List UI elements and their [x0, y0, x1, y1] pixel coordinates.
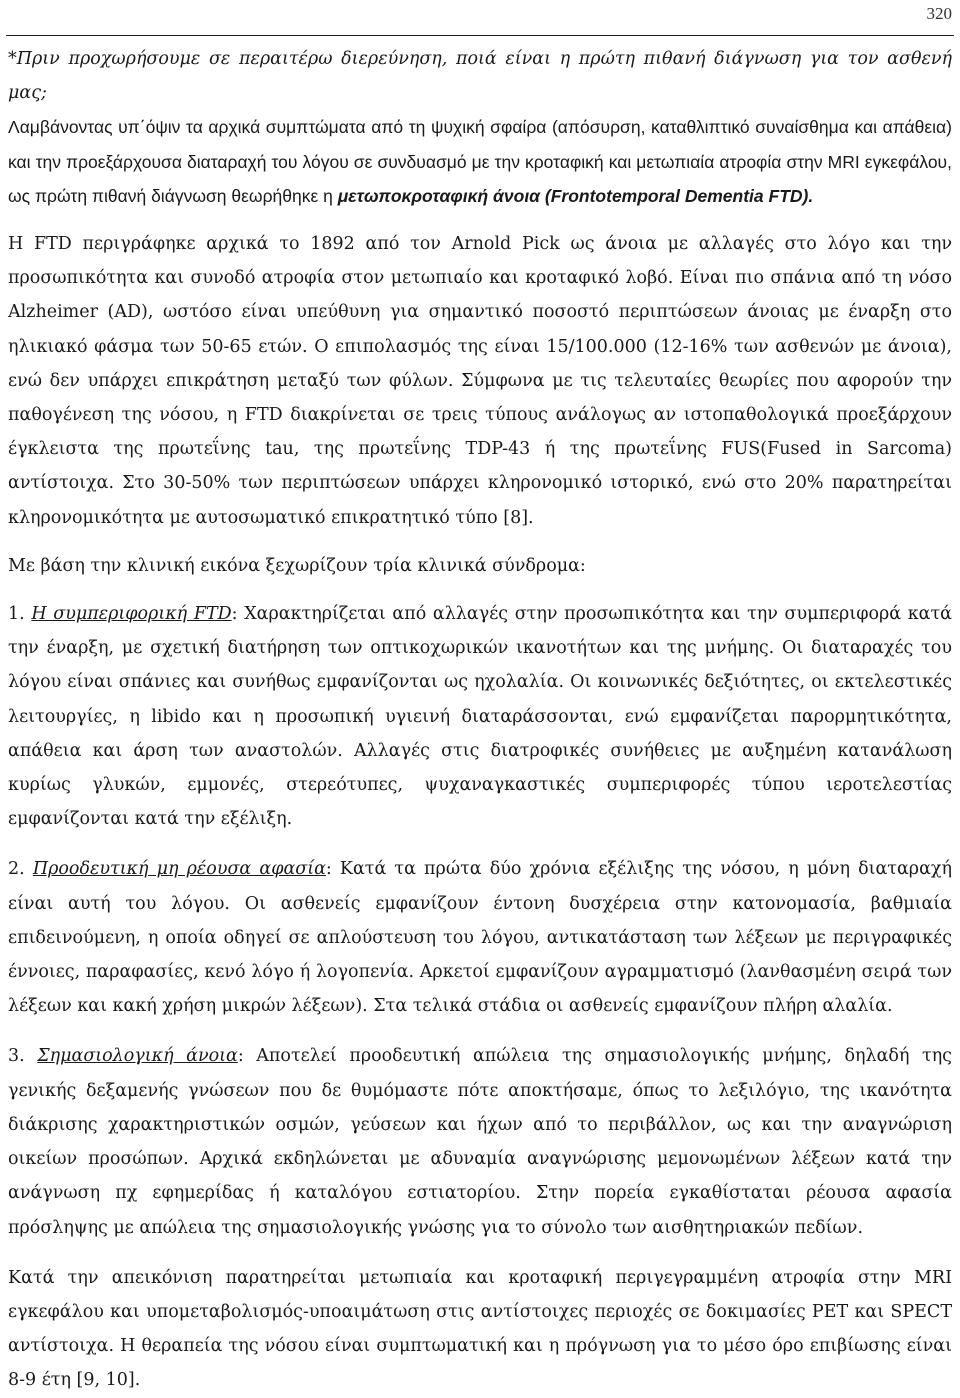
page-number: 320	[926, 4, 952, 23]
syndrome-3-text: : Αποτελεί προοδευτική απώλεια της σημασιολογικής μνήμης, δηλαδή της γενικής δεξαμενής γνώσεων που δε θυμόμαστε πότε αποκτήσαμε, όπως το λεξιλόγιο, της ικανότητα διάκρισης χαρακτηριστικών οσμών, γεύσεων και ήχων από το περιβάλλον, ως και την αναγνώριση οικείων προσώπων. Αρχικά εκδηλώνεται με αδυναμία αναγνώρισης μεμονωμένων λέξεων κατά την ανάγνωση πχ εφημερίδας ή καταλόγου εστιατορίου. Στην πορεία εγκαθίσταται ρέουσα αφασία πρόσληψης με απώλεια της σημασιολογικής γνώσης για το σύνολο των αισθητηριακών πεδίων.	[8, 1046, 952, 1238]
syndrome-1	[8, 597, 952, 836]
ftd-paragraph: Η FTD περιγράφηκε αρχικά το 1892 από τον Arnold Pick ως άνοια με αλλαγές στο λόγο και την προσωπικότητα και συνοδό ατροφία στον μετωπιαίο και κροταφικό λοβό. Είναι πιο σπάνια από τη νόσο Alzheimer (AD), ωστόσο είναι υπεύθυνη για σημαντικό ποσοστό περιπτώσεων άνοιας με έναρξη στο ηλικιακό φάσμα των 50-65 ετών. Ο επιπολασμός της είναι 15/100.000 (12-16% των ασθενών με άνοια), ενώ δεν υπάρχει επικράτηση μεταξύ των φύλων. Σύμφωνα με τις τελευταίες θεωρίες που αφορούν την παθογένεση της νόσου, η FTD διακρίνεται σε τρεις τύπους ανάλογως αν ιστοπαθολογικά προεξάρχουν έγκλειστα της πρωτεΐνης tau, της πρωτεΐνης TDP-43 ή της πρωτεΐνης FUS(Fused in Sarcoma) αντίστοιχα. Στο 30-50% των περιπτώσεων υπάρχει κληρονομικό ιστορικό, ενώ στο 20% παρατηρείται κληρονομικότητα με αυτοσωματικό επικρατητικό τύπο [8].	[8, 234, 952, 528]
syndrome-2	[8, 852, 952, 1023]
syndrome-3-number: 3.	[8, 1046, 38, 1067]
answer-paragraph	[8, 110, 952, 213]
question-heading: *Πριν προχωρήσουμε σε περαιτέρω διερεύνηση, ποιά είναι η πρώτη πιθανή διάγνωση για τον ασθενή μας;	[8, 49, 952, 104]
syndrome-1-title: Η συμπεριφορική FTD	[31, 604, 232, 625]
syndrome-2-title: Προοδευτική μη ρέουσα αφασία	[32, 859, 326, 880]
syndrome-1-number: 1.	[8, 604, 32, 625]
syndrome-3	[8, 1039, 952, 1244]
answer-diagnosis: μετωποκροταφική άνοια (Frontotemporal Dementia FTD).	[337, 185, 814, 206]
closing-paragraph: Κατά την απεικόνιση παρατηρείται μετωπιαία και κροταφική περιγεγραμμένη ατροφία στην MRI εγκεφάλου και υπομεταβολισμός-υποαιμάτωση στις αντίστοιχες περιοχές σε δοκιμασίες PET και SPECT αντίστοιχα. Η θεραπεία της νόσου είναι συμπτωματική και η πρόγνωση για το μέσο όρο επιβίωσης είναι 8-9 έτη [9, 10].	[8, 1267, 952, 1391]
syndromes-intro: Με βάση την κλινική εικόνα ξεχωρίζουν τρία κλινικά σύνδρομα:	[8, 555, 586, 576]
answer-text: Λαμβάνοντας υπ΄όψιν τα αρχικά συμπτώματα από τη ψυχική σφαίρα (απόσυρση, καταθλιπτικό συναίσθημα και απάθεια) και την προεξάρχουσα διαταραχή του λόγου σε συνδυασμό με την κροταφική και μετωπιαία ατροφία στην MRI εγκεφάλου, ως πρώτη πιθανή διάγνωση θεωρήθηκε η	[8, 117, 952, 206]
syndrome-1-text: : Χαρακτηρίζεται από αλλαγές στην προσωπικότητα και την συμπεριφορά κατά την έναρξη, με σχετική διατήρηση των οπτικοχωρικών ικανοτήτων και της μνήμης. Οι διαταραχές του λόγου είναι σπάνιες και συνήθως εμφανίζονται ως ηχολαλία. Οι κοινωνικές δεξιότητες, οι εκτελεστικές λειτουργίες, η libido και η προσωπική υγιεινή διαταράσσονται, ενώ εμφανίζεται παρορμητικότητα, απάθεια και άρση των αναστολών. Αλλαγές στις διατροφικές συνήθειες με αυξημένη κατανάλωση κυρίως γλυκών, εμμονές, στερεότυπες, ψυχαναγκαστικές συμπεριφορές τύπου ιεροτελεστίας εμφανίζονται κατά την εξέλιξη.	[8, 604, 953, 830]
syndrome-2-number: 2.	[8, 859, 33, 880]
header-rule	[6, 35, 954, 36]
syndrome-3-title: Σημασιολογική άνοια	[37, 1046, 238, 1067]
syndrome-2-text: : Κατά τα πρώτα δύο χρόνια εξέλιξης της νόσου, η μόνη διαταραχή είναι αυτή του λόγου. Οι ασθενείς εμφανίζουν έντονη δυσχέρεια στην κατονομασία, βαθμιαία επιδεινούμενη, η οποία οδηγεί σε απλούστευση του λόγου, αντικατάσταση των λέξεων με περιγραφικές έννοιες, παραφασίες, κενό λόγο ή λογοπενία. Αρκετοί εμφανίζουν αγραμματισμό (λανθασμένη σειρά των λέξεων και κακή χρήση μικρών λέξεων). Στα τελικά στάδια οι ασθενείς εμφανίζουν πλήρη αλαλία.	[8, 859, 952, 1017]
document-body	[8, 42, 952, 1398]
